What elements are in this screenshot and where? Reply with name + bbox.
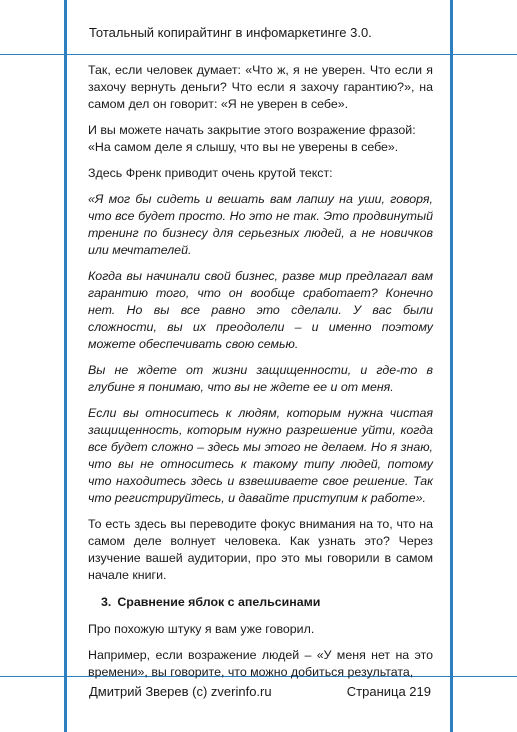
page-number: Страница 219 (346, 684, 431, 699)
section-number: 3. (101, 595, 112, 609)
paragraph: То есть здесь вы переводите фокус внимания на то, что на самом деле волнует человека. Как узнать это? Через изучение вашей аудитории, про это мы говорили в самом начале книги. (88, 517, 433, 582)
paragraph: Про похожую штуку я вам уже говорил. (88, 622, 315, 636)
paragraph: Так, если человек думает: «Что ж, я не уверен. Что если я захочу вернуть деньги? Что если я захочу гарантию?», на самом дел он говорит: «Я не уверен в себе». (88, 63, 433, 111)
quote-paragraph: «Я мог бы сидеть и вешать вам лапшу на уши, говоря, что все будет просто. Но это не так. Это продвинутый тренинг по бизнесу для серьезных людей, а не новичков или мечтателей. (88, 192, 433, 257)
right-margin-line (450, 0, 453, 732)
header-divider (0, 54, 517, 55)
page-body (88, 62, 433, 690)
paragraph: Например, если возражение людей – «У меня нет на это времени», вы говорите, что можно добиться результата, (88, 648, 433, 679)
footer-author: Дмитрий Зверев (с) zverinfo.ru (89, 684, 272, 699)
page-footer (89, 684, 431, 699)
quote-paragraph: Вы не ждете от жизни защищенности, и где-то в глубине я понимаю, что вы не ждете ее и от меня. (88, 363, 433, 394)
left-margin-line (64, 0, 67, 732)
section-heading (88, 594, 433, 611)
page-header: Тотальный копирайтинг в инфомаркетинге 3.0. (89, 25, 372, 40)
section-title: Сравнение яблок с апельсинами (117, 595, 321, 609)
quote-paragraph: Когда вы начинали свой бизнес, разве мир предлагал вам гарантию того, что он вообще сработает? Конечно нет. Но вы все равно это сделали. У вас были сложности, вы их преодолели – и именно поэтому можете обеспечивать свою семью. (88, 269, 433, 351)
paragraph: И вы можете начать закрытие этого возражение фразой: «На самом деле я слышу, что вы не уверены в себе». (88, 123, 416, 154)
paragraph: Здесь Френк приводит очень крутой текст: (88, 166, 333, 180)
quote-paragraph: Если вы относитесь к людям, которым нужна чистая защищенность, которым нужно разрешение уйти, когда все будет сложно – здесь мы этого не делаем. Но я знаю, что вы не относитесь к такому типу людей, потому что находитесь здесь и взвешиваете свое решение. Так что регистрируйтесь, и давайте приступим к работе». (88, 406, 433, 505)
